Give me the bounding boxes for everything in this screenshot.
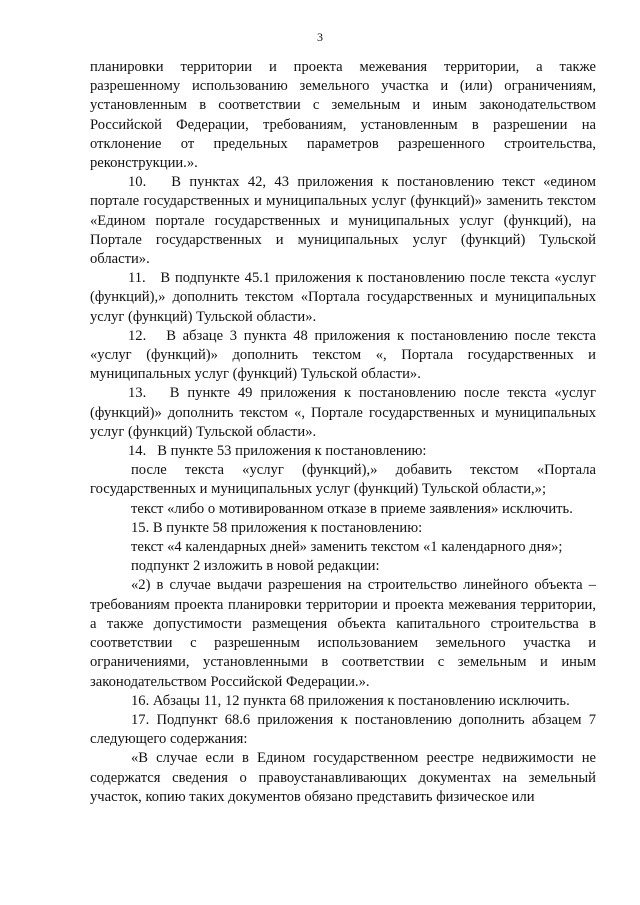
paragraph-item-12: 12. В абзаце 3 пункта 48 приложения к постановлению после текста «услуг (функций)» дополнить текстом «, Портала государственных и муниципальных услуг (функций) Тульской области». <box>90 327 596 383</box>
paragraph-item-16: 16. Абзацы 11, 12 пункта 68 приложения к постановлению исключить. <box>131 692 570 709</box>
paragraph-item-14-sub-1: после текста «услуг (функций),» добавить текстом «Портала государственных и муниципальных услуг (функций) Тульской области,»; <box>90 462 596 498</box>
paragraph-item-14-sub-2: текст «либо о мотивированном отказе в приеме заявления» исключить. <box>131 500 573 517</box>
paragraph-item-11: 11. В подпункте 45.1 приложения к постановлению после текста «услуг (функций),» дополнить текстом «Портала государственных и муниципальных услуг (функций) Тульской области». <box>90 270 596 325</box>
paragraph-item-13: 13. В пункте 49 приложения к постановлению после текста «услуг (функций)» дополнить текстом «, Портале государственных и муниципальных услуг (функций) Тульской области». <box>90 385 596 440</box>
paragraph-item-14: 14. В пункте 53 приложения к постановлению: <box>128 443 427 460</box>
paragraph-item-15-quote: «2) в случае выдачи разрешения на строительство линейного объекта – требованиям проекта планировки территории и проекта межевания территории, а также допустимости размещения объекта капитального строительства в соответствии с разрешенным использованием земельного участка и ограничениями, установленными в соответствии с земельным и иным законодательством Российской Федерации.». <box>90 577 596 690</box>
paragraph-item-15-sub-2: подпункт 2 изложить в новой редакции: <box>131 558 380 575</box>
paragraph-item-10: 10. В пунктах 42, 43 приложения к постановлению текст «едином портале государственных и муниципальных услуг (функций)» заменить текстом «Едином портале государственных и муниципальных услуг (функций), на Портале государственных и муниципальных услуг (функций) Тульской области». <box>90 174 596 268</box>
paragraph-item-17-quote: «В случае если в Едином государственном реестре недвижимости не содержатся сведения о правоустанавливающих документах на земельный участок, копию таких документов обязано представить физическое или <box>90 750 596 805</box>
paragraph-item-15-sub-1: текст «4 календарных дней» заменить текстом «1 календарного дня»; <box>131 539 563 556</box>
paragraph-item-15: 15. В пункте 58 приложения к постановлению: <box>131 519 423 536</box>
page-number: 3 <box>317 30 323 44</box>
paragraph-continuation: планировки территории и проекта межевания территории, а также разрешенному использованию земельного участка и (или) ограничениям, установленным в соответствии с земельным и иным законодательством Российской Федерации, требованиям, установленным в разрешении на отклонение от предельных параметров разрешенного строительства, реконструкции.». <box>90 59 596 172</box>
paragraph-item-17: 17. Подпункт 68.6 приложения к постановлению дополнить абзацем 7 следующего содержания: <box>90 711 596 748</box>
document-body <box>90 58 596 807</box>
